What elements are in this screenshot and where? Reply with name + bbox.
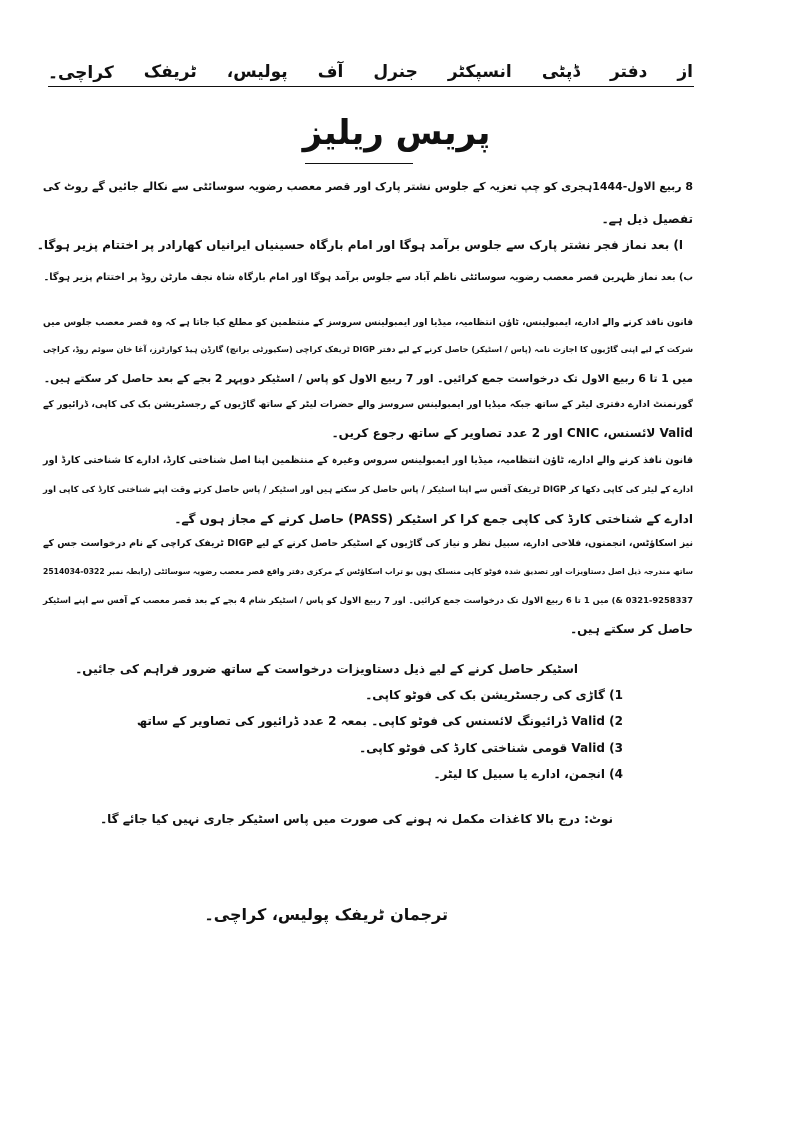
paragraph-line: ادارے کے لیٹر کی کاپی دکھا کر DIGP ٹریفک آفس سے اپنا اسٹیکر / پاس حاصل کر سکتے ہیں اور اسٹیکر / پاس حاصل کرتے وقت اپنے شناختی کارڈ کی کاپی اور <box>43 484 693 494</box>
title-underline <box>305 163 413 164</box>
letterhead-word: آف <box>317 62 344 82</box>
paragraph-line: میں 1 تا 6 ربیع الاول تک درخواست جمع کرائیں۔ اور 7 ربیع الاول کو پاس / اسٹیکر دوپہر 2 بجے کے بعد حاصل کر سکتے ہیں۔ <box>43 372 693 385</box>
paragraph-line: نیز اسکاؤٹس، انجمنوں، فلاحی ادارے، سبیل نظر و نیاز کی گاڑیوں کے اسٹیکر حاصل کرنے کے لیے DIGP ٹریفک کراچی کے نام درخواست جس کے <box>43 538 693 549</box>
letterhead <box>48 60 693 84</box>
letterhead-word: ڈپٹی <box>541 62 580 82</box>
requirement-item: 3) Valid قومی شناختی کارڈ کی فوٹو کاپی۔ <box>359 741 623 755</box>
letterhead-word: انسپکٹر <box>447 62 512 82</box>
requirement-item: 1) گاڑی کی رجسٹریشن بک کی فوٹو کاپی۔ <box>365 688 623 702</box>
route-item: ا) بعد نماز فجر نشتر پارک سے جلوس برآمد ہوگا اور امام بارگاہ حسینیاں ایرانیاں کھارادر پر اختتام پزیر ہوگا۔ <box>36 238 683 252</box>
letterhead-underline <box>48 86 694 87</box>
intro-line: تفصیل ذیل ہے۔ <box>601 212 693 226</box>
letterhead-word: کراچی۔ <box>48 62 114 83</box>
note: نوٹ: درج بالا کاغذات مکمل نہ ہونے کی صورت میں پاس اسٹیکر جاری نہیں کیا جائے گا۔ <box>100 812 613 826</box>
signature: ترجمان ٹریفک پولیس، کراچی۔ <box>204 905 448 924</box>
paragraph-line: شرکت کے لیے اپنی گاڑیوں کا اجازت نامہ (پاس / اسٹیکر) حاصل کرنے کے لیے دفتر DIGP ٹریفک کراچی (سکیورٹی برانچ) گارڈن ہیڈ کوارٹرز، آغا خان سوئم روڈ، کراچی <box>43 345 694 354</box>
paragraph-line: قانون نافذ کرنے والے ادارے، ٹاؤن انتظامیہ، میڈیا اور ایمبولینس سروس وغیرہ کے منتظمین اپنا اصل شناختی کارڈ، ادارے کا شناختی کارڈ اور <box>43 455 693 466</box>
intro-line: 8 ربیع الاول-1444ہجری کو چپ تعزیہ کے جلوس نشتر پارک اور قصر معصب رضویہ سوسائٹی سے نکالے جائیں گے روٹ کی <box>42 180 693 193</box>
letterhead-word: جنرل <box>373 62 418 82</box>
requirement-item: 4) انجمن، ادارے یا سبیل کا لیٹر۔ <box>433 767 623 781</box>
paragraph-line: 0321-9258337 &) میں 1 تا 6 ربیع الاول تک درخواست جمع کرائیں۔ اور 7 ربیع الاول کو پاس / اسٹیکر شام 4 بجے کے بعد قصر معصب کے آفس سے اپنے اسٹیکر <box>43 595 693 605</box>
letterhead-word: ٹریفک <box>143 62 197 82</box>
paragraph-line: Valid لائسنس، CNIC اور 2 عدد تصاویر کے ساتھ رجوع کریں۔ <box>331 426 693 440</box>
page-title: پریس ریلیز <box>302 113 491 153</box>
paragraph-line: حاصل کر سکتے ہیں۔ <box>570 622 693 636</box>
requirements-heading: اسٹیکر حاصل کرنے کے لیے ذیل دستاویزات درخواست کے ساتھ ضرور فراہم کی جائیں۔ <box>75 662 578 676</box>
paragraph-line: ادارے کے شناختی کارڈ کی کاپی جمع کرا کر اسٹیکر (PASS) حاصل کرنے کے مجاز ہوں گے۔ <box>174 512 693 526</box>
route-item: ب) بعد نماز ظہرین قصر معصب رضویہ سوسائٹی ناظم آباد سے جلوس برآمد ہوگا اور امام بارگاہ شاہ نجف مارٹن روڈ پر اختتام پزیر ہوگا۔ <box>43 272 693 283</box>
letterhead-word: دفتر <box>609 62 648 82</box>
letterhead-word: پولیس، <box>226 62 288 82</box>
paragraph-line: قانون نافذ کرنے والے ادارے، ایمبولینس، ٹاؤن انتظامیہ، میڈیا اور ایمبولینس سروسز کے منتظمین کو مطلع کیا جاتا ہے کہ وہ قصر معصب جلوس میں <box>43 318 693 328</box>
letterhead-word: از <box>677 62 693 82</box>
paragraph-line: گورنمنٹ ادارے دفتری لیٹر کے ساتھ جبکہ میڈیا اور ایمبولینس سروسز والے حضرات لیٹر کے ساتھ گاڑیوں کے رجسٹریشن بک کی کاپی، ڈرائیور کے <box>43 399 693 410</box>
paragraph-line: ساتھ مندرجہ ذیل اصل دستاویزات اور تصدیق شدہ فوٹو کاپی منسلک ہوں بو تراب اسکاؤٹس کے مرکزی دفتر واقع قصر معصب رضویہ سوسائٹی (رابطہ نمبر 0322-2514034 <box>43 567 693 576</box>
requirement-item: 2) Valid ڈرائیونگ لائسنس کی فوٹو کاپی۔ بمعہ 2 عدد ڈرائیور کی تصاویر کے ساتھ <box>136 714 623 728</box>
